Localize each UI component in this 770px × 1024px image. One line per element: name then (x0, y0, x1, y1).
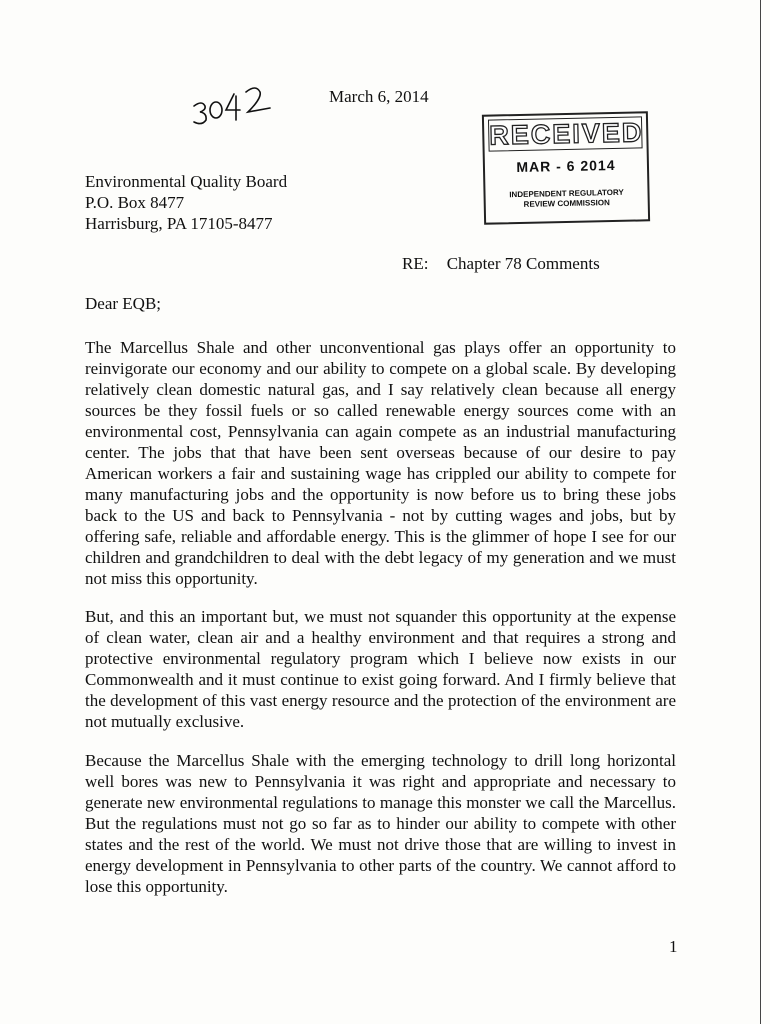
recipient-line3: Harrisburg, PA 17105-8477 (85, 214, 273, 233)
re-label: RE: (402, 254, 429, 273)
page-number: 1 (669, 937, 678, 956)
stamp-org-line2: REVIEW COMMISSION (523, 198, 610, 209)
stamp-date: MAR - 6 2014 (516, 156, 616, 176)
re-subject: Chapter 78 Comments (446, 254, 600, 273)
recipient-line1: Environmental Quality Board (85, 172, 288, 191)
re-line (402, 254, 600, 274)
letter-date: March 6, 2014 (329, 87, 429, 106)
page-edge (760, 0, 761, 1024)
stamp-title: RECEIVED (488, 117, 644, 151)
salutation: Dear EQB; (85, 294, 162, 313)
received-stamp (482, 111, 650, 224)
body-paragraph-2: But, and this an important but, we must not squander this opportunity at the expense of clean water, clean air and a healthy environment and that requires a strong and protective environmental regulatory program which I believe now exists in our Commonwealth and it must continue to exist going forward. And I firmly believe that the development of this vast energy resource and the protection of the environment are not mutually exclusive. (85, 607, 676, 731)
stamp-org-line1: INDEPENDENT REGULATORY (509, 187, 624, 200)
handwritten-number (190, 82, 280, 130)
stamp-organization (485, 187, 647, 210)
body-paragraph-1: The Marcellus Shale and other unconventional gas plays offer an opportunity to reinvigorate our economy and our ability to compete on a global scale. By developing relatively clean domestic natural gas, and I say relatively clean because all energy sources be they fossil fuels or so called renewable energy sources come with an environmental cost, Pennsylvania can again compete as an industrial manufacturing center. The jobs that that have been sent overseas because of our desire to pay American workers a fair and sustaining wage has crippled our ability to compete for many manufacturing jobs and the opportunity is now before us to bring these jobs back to the US and back to Pennsylvania - not by cutting wages and jobs, but by offering safe, reliable and affordable energy. This is the glimmer of hope I see for our children and grandchildren to deal with the debt legacy of my generation and we must not miss this opportunity. (85, 338, 676, 588)
recipient-address (85, 171, 287, 234)
recipient-line2: P.O. Box 8477 (85, 193, 185, 212)
body-paragraph-3: Because the Marcellus Shale with the emerging technology to drill long horizontal well bores was new to Pennsylvania it was right and appropriate and necessary to generate new environmental regulations to manage this monster we call the Marcellus. But the regulations must not go so far as to hinder our ability to compete with other states and the rest of the world. We must not drive those that are willing to invest in energy development in Pennsylvania to other parts of the country. We cannot afford to lose this opportunity. (85, 751, 676, 896)
